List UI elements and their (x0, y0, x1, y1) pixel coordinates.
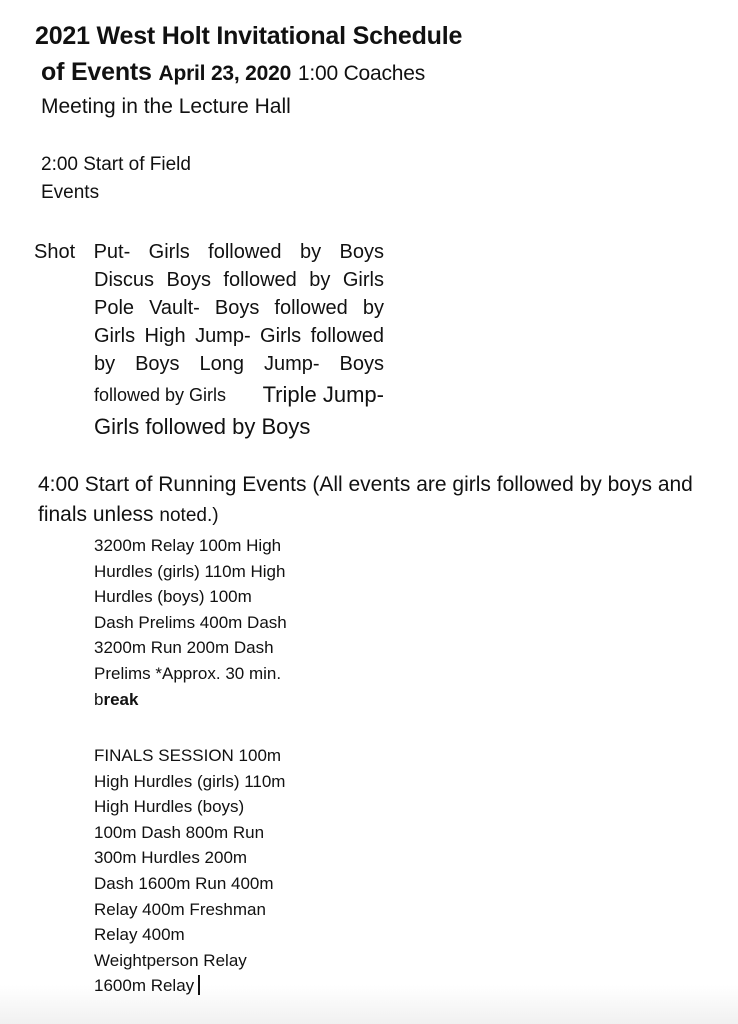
field-word: by (299, 241, 322, 263)
list-item: Hurdles (boys) 100m (94, 587, 252, 607)
list-item: High Hurdles (boys) (94, 797, 245, 817)
field-word: Put- (93, 241, 131, 263)
field-word: Jump- (263, 353, 320, 375)
break-note (94, 687, 287, 713)
field-word: followed (310, 325, 384, 347)
list-item: Hurdles (girls) 110m High (94, 561, 286, 581)
running-note-b: noted.) (159, 505, 219, 526)
list-item: Prelims *Approx. 30 min. (94, 663, 282, 683)
field-word: Pole (94, 297, 135, 319)
field-word: Jump- (195, 325, 251, 347)
list-item: 100m Dash 800m Run (94, 822, 265, 842)
list-item-last[interactable] (94, 973, 285, 999)
list-item: 300m Hurdles 200m (94, 848, 248, 868)
title-of-events: of Events (41, 58, 152, 86)
list-item: Relay 400m (94, 925, 185, 945)
field-events-start: 2:00 Start of Field (41, 154, 191, 175)
field-row (94, 350, 384, 378)
field-word: followed (208, 241, 282, 263)
running-events-list (94, 533, 287, 712)
break-b: b (94, 689, 104, 709)
field-word: Discus (94, 269, 155, 291)
field-row (94, 410, 384, 444)
field-word: Boys (166, 269, 211, 291)
field-word: by (362, 297, 384, 319)
field-word: Girls (94, 325, 136, 347)
field-word: by (309, 269, 331, 291)
field-word: Boys (339, 241, 384, 263)
running-events-start: 4:00 Start of Running Events (All events are girls followed by boys and (38, 473, 693, 496)
field-word: followed (274, 297, 348, 319)
list-item: 3200m Relay 100m High (94, 536, 282, 555)
field-word: Shot (34, 241, 76, 263)
field-word: Boys (214, 297, 260, 319)
coaches-meeting-location: Meeting in the Lecture Hall (41, 95, 291, 118)
field-word: Triple Jump- (262, 382, 384, 407)
field-word: Vault- (149, 297, 200, 319)
field-word: followed by Girls (94, 385, 227, 405)
field-row (94, 294, 384, 322)
field-events-list (34, 238, 384, 444)
field-word: Boys (135, 353, 180, 375)
last-item-text: 1600m Relay (94, 976, 195, 996)
field-row (94, 378, 384, 410)
field-row (94, 266, 384, 294)
field-events-start-cont: Events (41, 182, 100, 203)
running-note-a: finals unless (38, 503, 154, 526)
list-item: Dash Prelims 400m Dash (94, 612, 287, 632)
running-events-start-cont (38, 504, 219, 525)
title-line-2 (41, 60, 425, 85)
page-title (35, 24, 462, 49)
list-item: FINALS SESSION 100m (94, 746, 282, 765)
text-cursor (198, 975, 200, 995)
field-word: High (144, 325, 186, 347)
field-word: followed (223, 269, 297, 291)
finals-list (94, 743, 285, 999)
field-word: by (94, 353, 116, 375)
break-rest: reak (103, 689, 139, 709)
field-word: Girls (260, 325, 302, 347)
field-word: Boys (339, 353, 384, 375)
list-item: Relay 400m Freshman (94, 899, 266, 919)
list-item: Weightperson Relay (94, 950, 247, 970)
title-line-1: 2021 West Holt Invitational Schedule (35, 22, 463, 50)
field-row (94, 322, 384, 350)
list-item: Dash 1600m Run 400m (94, 873, 274, 893)
field-word: Girls (342, 269, 384, 291)
field-word: Girls followed by Boys (94, 414, 311, 439)
field-word: Girls (148, 241, 190, 263)
list-item: High Hurdles (girls) 110m (94, 771, 286, 791)
field-row (34, 238, 384, 266)
list-item: 3200m Run 200m Dash (94, 638, 274, 658)
field-word: Long (199, 353, 244, 375)
coaches-meeting-time: 1:00 Coaches (297, 62, 426, 85)
event-date: April 23, 2020 (158, 62, 292, 85)
